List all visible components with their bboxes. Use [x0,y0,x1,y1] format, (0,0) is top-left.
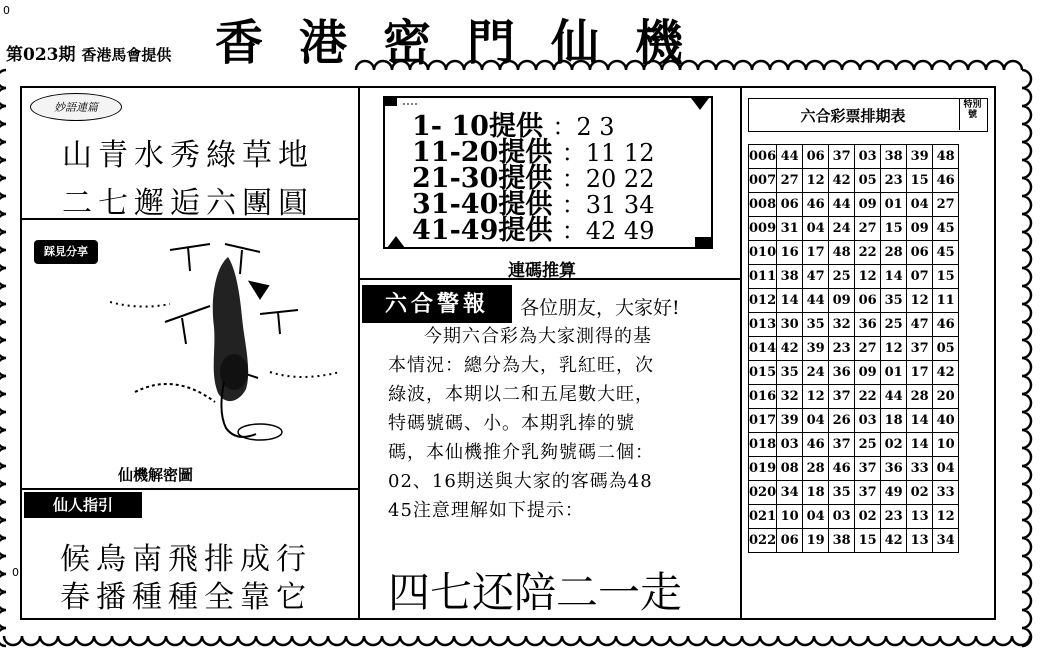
guide-line-1: 候鳥南飛排成行 [60,542,312,577]
number-cell: 01 [881,361,907,385]
number-cell: 18 [881,409,907,433]
number-cell: 44 [881,385,907,409]
table-row [749,313,959,337]
number-cell: 24 [803,361,829,385]
warning-line: 02、16期送與大家的客碼為48 [388,471,653,492]
picture-tag: 踩見分享 [34,240,98,264]
table-row [749,169,959,193]
number-cell: 22 [855,385,881,409]
number-cell: 38 [881,145,907,169]
number-cell: 03 [855,145,881,169]
number-cell: 26 [829,409,855,433]
warning-text [388,322,654,525]
number-cell: 03 [777,433,803,457]
number-cell: 04 [933,457,959,481]
corner-zero: 0 [3,4,10,17]
number-cell: 46 [803,193,829,217]
range-label: 1- 10提供 [412,111,543,142]
number-cell: 28 [907,385,933,409]
table-row [749,193,959,217]
period-cell: 014 [749,337,777,361]
number-cell: 45 [933,241,959,265]
number-cell: 06 [777,193,803,217]
period-cell: 011 [749,265,777,289]
warning-line: 45注意理解如下提示： [388,500,584,521]
warning-line: 綠波，本期以二和五尾數大旺， [388,384,654,405]
puzzle-illustration [110,222,355,462]
corner-tl [383,96,397,106]
warning-tip: 四七还陪二一走 [388,568,683,617]
number-cell: 37 [829,433,855,457]
number-cell: 04 [803,217,829,241]
number-cell: 42 [881,529,907,553]
number-cell: 23 [881,169,907,193]
number-cell: 20 [933,385,959,409]
number-cell: 14 [777,289,803,313]
corner-bl [387,236,405,248]
number-cell: 47 [907,313,933,337]
period-cell: 018 [749,433,777,457]
table-row [749,409,959,433]
range-list [412,111,655,246]
number-cell: 31 [777,217,803,241]
number-cell: 07 [907,265,933,289]
number-cell: 32 [829,313,855,337]
warning-line: 碼，本仙機推介乳夠號碼二個： [388,442,654,463]
number-cell: 25 [829,265,855,289]
number-cell: 30 [777,313,803,337]
number-cell: 33 [907,457,933,481]
poem-line-2: 二七邂逅六團圓 [62,186,314,221]
badge-oval: 妙語連篇 [30,93,122,121]
number-cell: 35 [777,361,803,385]
number-cell: 23 [829,337,855,361]
number-cell: 22 [855,241,881,265]
table-row [749,241,959,265]
number-cell: 10 [933,433,959,457]
guide-line-2: 春播種種全靠它 [60,580,312,615]
number-cell: 09 [829,289,855,313]
poem-line-1: 山青水秀綠草地 [62,138,314,173]
number-cell: 02 [881,433,907,457]
number-cell: 39 [777,409,803,433]
table-row [749,457,959,481]
number-cell: 37 [829,145,855,169]
number-cell: 38 [777,265,803,289]
table-row [749,385,959,409]
period-cell: 006 [749,145,777,169]
number-cell: 37 [907,337,933,361]
number-cell: 04 [803,505,829,529]
number-cell: 10 [777,505,803,529]
number-cell: 27 [933,193,959,217]
table-row [749,433,959,457]
number-cell: 14 [907,433,933,457]
number-cell: 44 [829,193,855,217]
number-cell: 45 [933,217,959,241]
number-cell: 48 [829,241,855,265]
table-row [749,265,959,289]
range-nums: ：31 34 [561,191,655,219]
number-cell: 37 [855,457,881,481]
number-cell: 39 [803,337,829,361]
number-cell: 36 [829,361,855,385]
number-cell: 14 [881,265,907,289]
number-cell: 13 [907,505,933,529]
range-label: 41-49提供 [412,215,553,246]
number-cell: 02 [907,481,933,505]
schedule-title: 六合彩票排期表 [800,107,906,125]
number-cell: 44 [803,289,829,313]
period-cell: 021 [749,505,777,529]
period-cell: 020 [749,481,777,505]
number-cell: 42 [829,169,855,193]
number-cell: 35 [829,481,855,505]
period-cell: 013 [749,313,777,337]
range-nums: ：11 12 [561,139,655,167]
number-cell: 48 [933,145,959,169]
range-label: 11-20提供 [412,137,553,168]
number-cell: 15 [855,529,881,553]
number-cell: 03 [829,505,855,529]
number-cell: 46 [803,433,829,457]
number-cell: 25 [881,313,907,337]
number-cell: 09 [855,361,881,385]
draw-schedule-table [748,144,959,553]
number-cell: 35 [803,313,829,337]
table-row [749,361,959,385]
number-cell: 46 [829,457,855,481]
table-row [749,145,959,169]
special-number-label: 特別號 [959,99,985,130]
side-zero: 0 [12,566,19,579]
guide-label: 仙人指引 [24,492,142,518]
table-row [749,481,959,505]
number-cell: 12 [881,337,907,361]
range-label: 31-40提供 [412,189,553,220]
number-cell: 04 [803,409,829,433]
number-cell: 03 [855,409,881,433]
number-cell: 24 [829,217,855,241]
number-cell: 11 [933,289,959,313]
number-cell: 27 [777,169,803,193]
range-nums: ：2 3 [552,113,615,141]
number-cell: 16 [777,241,803,265]
range-label: 21-30提供 [412,163,553,194]
number-cell: 33 [933,481,959,505]
issue-number [6,40,171,65]
period-cell: 017 [749,409,777,433]
number-cell: 15 [933,265,959,289]
number-cell: 37 [855,481,881,505]
table-row [749,289,959,313]
number-cell: 18 [803,481,829,505]
number-cell: 44 [777,145,803,169]
schedule-header [748,98,988,132]
picture-caption: 仙機解密圖 [118,466,194,484]
corner-tr [691,98,709,110]
number-cell: 14 [907,409,933,433]
warning-greeting: 各位朋友，大家好! [520,297,680,319]
number-cell: 12 [907,289,933,313]
number-cell: 17 [803,241,829,265]
number-cell: 19 [803,529,829,553]
range-nums: ：42 49 [561,217,655,245]
number-cell: 12 [803,169,829,193]
period-cell: 007 [749,169,777,193]
number-cell: 39 [907,145,933,169]
number-cell: 28 [803,457,829,481]
range-row [412,215,655,246]
range-nums: ：20 22 [561,165,655,193]
number-cell: 47 [803,265,829,289]
number-cell: 36 [855,313,881,337]
number-cell: 09 [855,193,881,217]
number-cell: 05 [933,337,959,361]
number-cell: 12 [933,505,959,529]
issue-prefix: 第023期 [6,45,76,65]
number-cell: 40 [933,409,959,433]
number-cell: 42 [777,337,803,361]
period-cell: 022 [749,529,777,553]
period-cell: 015 [749,361,777,385]
number-cell: 13 [907,529,933,553]
number-cell: 06 [803,145,829,169]
number-cell: 49 [881,481,907,505]
number-cell: 08 [777,457,803,481]
warning-label: 六合警報 [362,285,512,323]
table-row [749,337,959,361]
number-cell: 12 [855,265,881,289]
number-cell: 37 [829,385,855,409]
warning-line: 本情況：總分為大，乳紅旺，次 [388,355,654,376]
number-cell: 23 [881,505,907,529]
table-row [749,505,959,529]
number-cell: 46 [933,169,959,193]
warning-line: 特碼號碼、小。本期乳捧的號 [388,413,635,434]
period-cell: 009 [749,217,777,241]
number-cell: 17 [907,361,933,385]
number-cell: 01 [881,193,907,217]
table-row [749,217,959,241]
number-cell: 06 [907,241,933,265]
table-row [749,529,959,553]
page-title: 香港密門仙機 [215,15,720,71]
period-cell: 016 [749,385,777,409]
number-cell: 34 [933,529,959,553]
number-cell: 32 [777,385,803,409]
period-cell: 008 [749,193,777,217]
number-cell: 46 [933,313,959,337]
number-cell: 27 [855,217,881,241]
number-cell: 09 [907,217,933,241]
number-cell: 28 [881,241,907,265]
number-cell: 42 [933,361,959,385]
number-cell: 04 [907,193,933,217]
range-caption: 連碼推算 [508,261,576,281]
period-cell: 012 [749,289,777,313]
period-cell: 019 [749,457,777,481]
number-cell: 06 [855,289,881,313]
number-cell: 02 [855,505,881,529]
number-cell: 05 [855,169,881,193]
number-cell: 27 [855,337,881,361]
number-cell: 25 [855,433,881,457]
number-cell: 15 [907,169,933,193]
number-cell: 35 [881,289,907,313]
period-cell: 010 [749,241,777,265]
issue-provider: 香港馬會提供 [81,46,172,64]
number-cell: 38 [829,529,855,553]
warning-line: 今期六合彩為大家測得的基 [424,326,652,347]
number-cell: 15 [881,217,907,241]
number-cell: 12 [803,385,829,409]
number-cell: 34 [777,481,803,505]
number-cell: 06 [777,529,803,553]
corner-br [695,237,711,247]
number-cell: 36 [881,457,907,481]
